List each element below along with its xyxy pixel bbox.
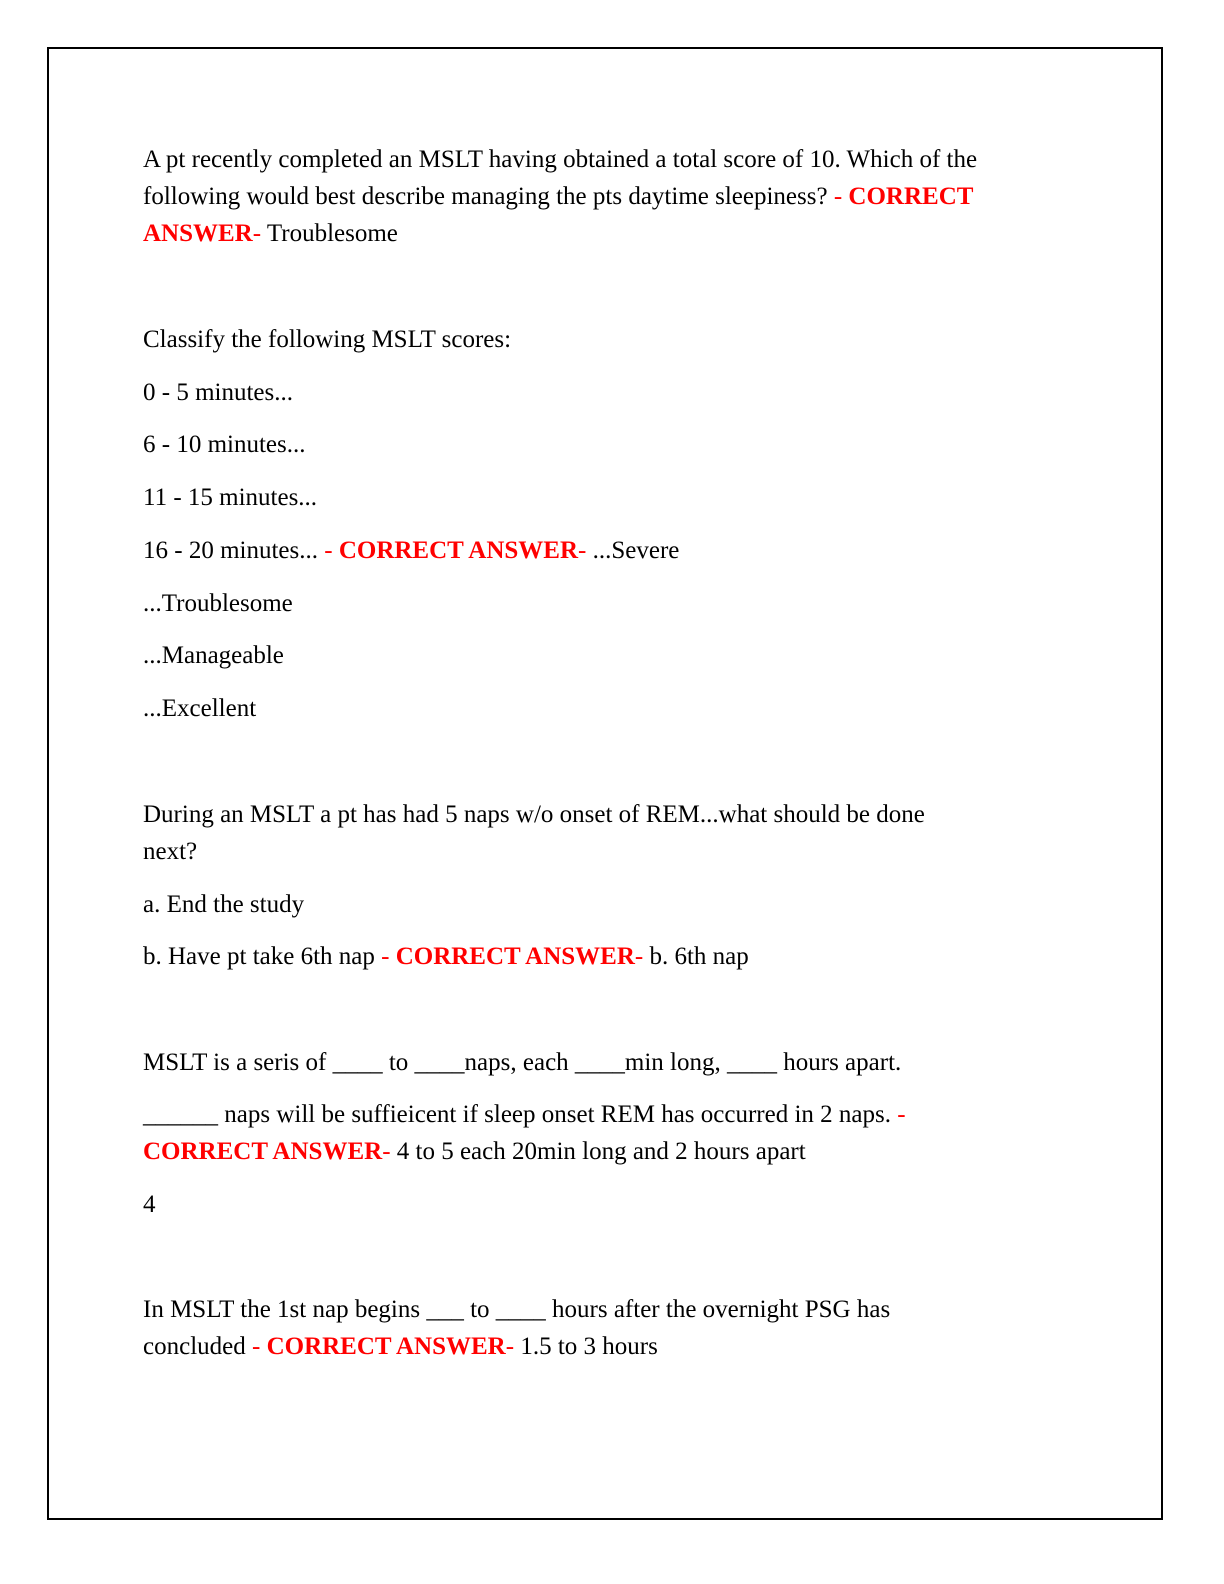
score-range: 16 - 20 minutes... — [143, 537, 325, 564]
answer-value: 1.5 to 3 hours — [514, 1333, 658, 1360]
q2-item-2 — [143, 426, 306, 463]
q3-line-1 — [143, 796, 925, 833]
q4-line-1 — [143, 1044, 901, 1081]
answer-dash: - — [381, 943, 396, 970]
q2-item-4 — [143, 532, 679, 569]
answer-value: ...Troublesome — [143, 590, 293, 617]
answer-dash: - — [324, 537, 339, 564]
answer-value: 4 to 5 each 20min long and 2 hours apart — [390, 1138, 806, 1165]
answer-dash: - — [897, 1101, 906, 1128]
q2-answer-2 — [143, 585, 293, 622]
q3-text: next? — [143, 838, 198, 865]
score-range: 0 - 5 minutes... — [143, 379, 293, 406]
option-text: b. Have pt take 6th nap — [143, 943, 382, 970]
answer-dash: - — [634, 943, 644, 970]
q4-line-2 — [143, 1096, 906, 1133]
answer-value: 4 — [143, 1191, 156, 1218]
q4-line-4 — [143, 1186, 156, 1223]
q1-line-2 — [143, 178, 973, 215]
answer-value: Troublesome — [261, 220, 398, 247]
q1-line-3 — [143, 215, 398, 252]
score-range: 11 - 15 minutes... — [143, 484, 318, 511]
q3-option-a — [143, 886, 304, 923]
q4-line-3 — [143, 1133, 806, 1170]
correct-answer-label: CORRECT ANSWER — [143, 1138, 383, 1165]
answer-value: b. 6th nap — [643, 943, 749, 970]
q2-item-3 — [143, 479, 317, 516]
q4-text: ______ naps will be suffieicent if sleep onset REM has occurred in 2 naps. — [143, 1101, 898, 1128]
q2-item-1 — [143, 374, 293, 411]
correct-answer-label: ANSWER — [143, 220, 253, 247]
correct-answer-label: CORRECT — [848, 183, 974, 210]
q5-line-2 — [143, 1328, 658, 1365]
correct-answer-label: CORRECT ANSWER — [395, 943, 635, 970]
correct-answer-label: CORRECT ANSWER — [266, 1333, 506, 1360]
answer-dash: - — [833, 183, 849, 210]
q3-option-b — [143, 938, 749, 975]
q1-line-1 — [143, 141, 977, 178]
answer-value: ...Excellent — [143, 695, 257, 722]
q5-text: concluded — [143, 1333, 252, 1360]
answer-dash: - — [252, 220, 262, 247]
q1-text: following would best describe managing the pts daytime sleepiness? — [143, 183, 834, 210]
q1-text: A pt recently completed an MSLT having obtained a total score of 10. Which of the — [143, 146, 978, 173]
q3-line-2 — [143, 833, 197, 870]
q5-line-1 — [143, 1291, 890, 1328]
q2-answer-4 — [143, 690, 256, 727]
answer-dash: - — [251, 1333, 267, 1360]
q2-text: Classify the following MSLT scores: — [143, 326, 512, 353]
q2-answer-3 — [143, 637, 284, 674]
answer-dash: - — [382, 1138, 391, 1165]
score-range: 6 - 10 minutes... — [143, 431, 306, 458]
correct-answer-label: CORRECT ANSWER — [338, 537, 579, 564]
answer-value: ...Manageable — [143, 642, 284, 669]
q4-text: MSLT is a seris of ____ to ____naps, each ____min long, ____ hours apart. — [143, 1049, 902, 1076]
option-text: a. End the study — [143, 891, 305, 918]
answer-value: ...Severe — [586, 537, 680, 564]
q5-text: In MSLT the 1st nap begins ___ to ____ hours after the overnight PSG has — [143, 1296, 891, 1323]
q3-text: During an MSLT a pt has had 5 naps w/o onset of REM...what should be done — [143, 801, 925, 828]
answer-dash: - — [505, 1333, 515, 1360]
answer-dash: - — [578, 537, 587, 564]
q2-heading — [143, 321, 511, 358]
